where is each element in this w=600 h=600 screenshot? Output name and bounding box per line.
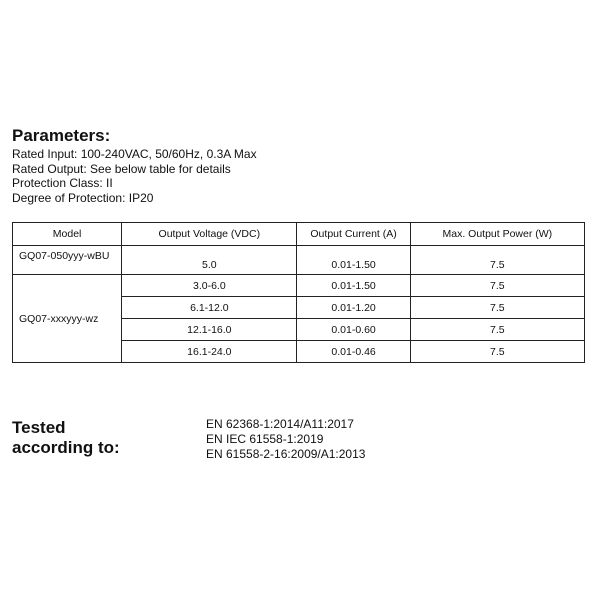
power-cell: 7.5 xyxy=(410,297,584,319)
voltage-cell: 3.0-6.0 xyxy=(122,275,297,297)
current-cell: 0.01-1.50 xyxy=(297,246,410,275)
rated-output-text: Rated Output: See below table for details xyxy=(12,161,231,176)
voltage-cell: 5.0 xyxy=(122,246,297,275)
protection-class-text: Protection Class: II xyxy=(12,176,113,191)
header-model: Model xyxy=(13,223,122,246)
current-cell: 0.01-0.46 xyxy=(297,341,410,363)
tested-label-line1: Tested xyxy=(12,418,66,437)
table-header-row xyxy=(13,223,585,246)
voltage-cell: 6.1-12.0 xyxy=(122,297,297,319)
standard-item: EN IEC 61558-1:2019 xyxy=(206,431,324,446)
standards-list xyxy=(206,417,365,461)
rated-input-text: Rated Input: 100-240VAC, 50/60Hz, 0.3A Max xyxy=(12,147,257,161)
model-cell: GQ07-050yyy-wBU xyxy=(13,246,122,275)
voltage-cell: 12.1-16.0 xyxy=(122,319,297,341)
current-cell: 0.01-1.50 xyxy=(297,275,410,297)
degree-of-protection-text: Degree of Protection: IP20 xyxy=(12,190,154,205)
voltage-cell: 16.1-24.0 xyxy=(122,341,297,363)
parameters-section xyxy=(12,126,572,205)
current-cell: 0.01-0.60 xyxy=(297,319,410,341)
power-cell: 7.5 xyxy=(410,275,584,297)
power-cell: 7.5 xyxy=(410,319,584,341)
tested-label-line2: according to: xyxy=(12,438,120,457)
model-cell: GQ07-xxxyyy-wz xyxy=(13,275,122,363)
standard-item: EN 61558-2-16:2009/A1:2013 xyxy=(206,446,366,461)
table-row xyxy=(13,275,585,297)
header-output-voltage: Output Voltage (VDC) xyxy=(122,223,297,246)
standard-item: EN 62368-1:2014/A11:2017 xyxy=(206,417,354,431)
header-output-current: Output Current (A) xyxy=(297,223,410,246)
power-cell: 7.5 xyxy=(410,341,584,363)
table-row xyxy=(13,246,585,275)
power-cell: 7.5 xyxy=(410,246,584,275)
current-cell: 0.01-1.20 xyxy=(297,297,410,319)
header-max-output-power: Max. Output Power (W) xyxy=(410,223,584,246)
parameters-title: Parameters: xyxy=(12,126,111,145)
output-spec-table xyxy=(12,222,585,363)
tested-according-to-heading xyxy=(12,418,162,458)
